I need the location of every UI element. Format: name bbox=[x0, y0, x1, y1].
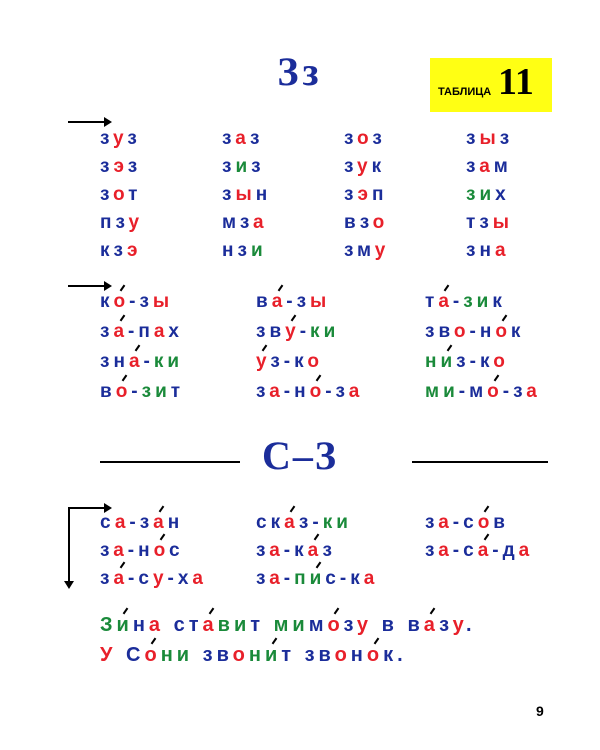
letter: ы bbox=[235, 184, 256, 205]
letter: т bbox=[425, 291, 439, 312]
word-item bbox=[425, 321, 524, 343]
letter: н bbox=[160, 644, 177, 666]
letter: з bbox=[456, 351, 470, 372]
letter: - bbox=[167, 568, 178, 589]
letter: - bbox=[128, 321, 139, 342]
letter: т bbox=[281, 644, 296, 666]
letter: - bbox=[283, 381, 295, 402]
letter: з bbox=[256, 381, 270, 402]
letter: з bbox=[202, 644, 217, 666]
letter: н bbox=[294, 381, 310, 402]
letter: о bbox=[327, 614, 344, 636]
letter: у bbox=[356, 156, 372, 177]
word-item bbox=[425, 291, 506, 313]
letter: з bbox=[113, 240, 127, 261]
letter: з bbox=[139, 512, 154, 533]
word-item bbox=[425, 540, 533, 562]
reading-direction-arrow-down bbox=[68, 507, 70, 587]
badge-number: 11 bbox=[498, 61, 534, 103]
letter: в bbox=[493, 512, 509, 533]
letter: з bbox=[256, 321, 270, 342]
letter: а bbox=[153, 321, 169, 342]
letter: з bbox=[139, 291, 153, 312]
letter: к bbox=[371, 156, 386, 177]
letter: з bbox=[100, 321, 114, 342]
letter: о bbox=[115, 381, 132, 402]
letter: к bbox=[294, 351, 308, 372]
letter: о bbox=[307, 351, 323, 372]
letter: а bbox=[423, 614, 440, 636]
letter: а bbox=[269, 381, 284, 402]
letter: н bbox=[425, 351, 441, 372]
syllable bbox=[100, 240, 141, 262]
letter: а bbox=[518, 540, 534, 561]
letter bbox=[295, 644, 305, 666]
letter: - bbox=[286, 291, 297, 312]
syllable bbox=[100, 184, 141, 206]
letter: а bbox=[479, 156, 494, 177]
word-item bbox=[100, 291, 173, 313]
letter: у bbox=[152, 568, 168, 589]
letter: з bbox=[100, 540, 114, 561]
subheading: С–З bbox=[262, 433, 338, 478]
letter: а bbox=[113, 568, 129, 589]
letter: к bbox=[350, 568, 364, 589]
word-item bbox=[256, 568, 378, 590]
letter: а bbox=[153, 512, 168, 533]
letter: у bbox=[256, 351, 271, 372]
letter: и bbox=[443, 381, 459, 402]
letter: а bbox=[128, 351, 144, 372]
letter: о bbox=[309, 381, 326, 402]
letter: - bbox=[129, 291, 140, 312]
syllable bbox=[344, 128, 386, 150]
letter: т bbox=[250, 614, 265, 636]
letter: з bbox=[425, 540, 439, 561]
letter: з bbox=[256, 568, 270, 589]
letter: а bbox=[114, 512, 130, 533]
letter: в bbox=[269, 321, 286, 342]
word-item bbox=[256, 512, 352, 534]
letter: м bbox=[469, 381, 488, 402]
letter: к bbox=[322, 512, 337, 533]
letter: а bbox=[363, 568, 379, 589]
letter: в bbox=[100, 381, 116, 402]
letter: с bbox=[138, 568, 153, 589]
letter: а bbox=[113, 321, 129, 342]
letter: и bbox=[264, 644, 282, 666]
letter: з bbox=[359, 212, 373, 233]
letter: и bbox=[323, 321, 340, 342]
letter: и bbox=[292, 614, 309, 636]
letter: н bbox=[113, 351, 129, 372]
letter: з bbox=[466, 240, 480, 261]
syllable bbox=[466, 240, 510, 262]
letter: в bbox=[318, 644, 335, 666]
syllable bbox=[222, 184, 271, 206]
letter: к bbox=[294, 540, 308, 561]
letter: з bbox=[296, 291, 311, 312]
letter: н bbox=[248, 644, 265, 666]
letter: х bbox=[495, 184, 510, 205]
letter: у bbox=[112, 128, 128, 149]
letter: м bbox=[493, 156, 512, 177]
letter: - bbox=[131, 381, 142, 402]
letter: с bbox=[173, 614, 189, 636]
letter: н bbox=[167, 512, 184, 533]
letter: - bbox=[469, 351, 480, 372]
letter: а bbox=[148, 614, 165, 636]
page-number: 9 bbox=[536, 703, 544, 719]
letter: в bbox=[381, 614, 398, 636]
letter: к bbox=[100, 291, 114, 312]
letter: - bbox=[502, 381, 514, 402]
letter: з bbox=[239, 212, 254, 233]
reading-direction-arrow bbox=[68, 121, 110, 123]
letter: а bbox=[269, 540, 284, 561]
letter: к bbox=[479, 351, 494, 372]
letter: а bbox=[438, 291, 453, 312]
letter: з bbox=[335, 381, 349, 402]
letter: ы bbox=[310, 291, 331, 312]
letter: о bbox=[356, 128, 373, 149]
letter: э bbox=[126, 240, 142, 261]
letter: з bbox=[100, 184, 113, 205]
letter: в bbox=[217, 614, 234, 636]
letter-heading: Зз bbox=[277, 49, 323, 94]
letter: з bbox=[270, 351, 284, 372]
letter: - bbox=[143, 351, 154, 372]
letter: з bbox=[127, 156, 142, 177]
letter: - bbox=[283, 351, 295, 372]
letter: и bbox=[440, 351, 457, 372]
letter: м bbox=[356, 240, 375, 261]
letter: с bbox=[325, 568, 340, 589]
word-item bbox=[425, 381, 541, 403]
letter: а bbox=[235, 128, 251, 149]
letter: з bbox=[100, 568, 114, 589]
letter: х bbox=[177, 568, 193, 589]
letter: у bbox=[128, 212, 144, 233]
letter: - bbox=[283, 540, 295, 561]
word-item bbox=[256, 540, 336, 562]
letter: з bbox=[141, 381, 156, 402]
word-item bbox=[100, 321, 183, 343]
letter: ы bbox=[492, 212, 513, 233]
letter: к bbox=[383, 644, 398, 666]
sentence bbox=[100, 644, 407, 667]
letter: с bbox=[168, 540, 184, 561]
letter: у bbox=[356, 614, 373, 636]
letter: т bbox=[188, 614, 203, 636]
syllable bbox=[344, 240, 389, 262]
letter: и bbox=[309, 568, 326, 589]
reading-direction-arrow bbox=[68, 285, 110, 287]
letter: - bbox=[283, 568, 295, 589]
word-item bbox=[425, 512, 509, 534]
letter: з bbox=[322, 540, 336, 561]
letter: з bbox=[499, 128, 514, 149]
letter: к bbox=[310, 321, 324, 342]
syllable bbox=[466, 128, 513, 150]
letter: З bbox=[100, 614, 117, 636]
letter: а bbox=[477, 540, 493, 561]
letter: з bbox=[466, 156, 480, 177]
letter: у bbox=[285, 321, 300, 342]
letter: ы bbox=[479, 128, 500, 149]
letter: и bbox=[250, 240, 267, 261]
letter: и bbox=[155, 381, 171, 402]
letter: и bbox=[336, 512, 352, 533]
syllable bbox=[466, 156, 512, 178]
letter: . bbox=[397, 644, 407, 666]
letter: а bbox=[348, 381, 364, 402]
syllable bbox=[344, 212, 388, 234]
word-item bbox=[425, 351, 509, 373]
letter bbox=[116, 644, 126, 666]
letter: С bbox=[126, 644, 145, 666]
letter: т bbox=[170, 381, 185, 402]
letter: з bbox=[343, 614, 357, 636]
letter: и bbox=[116, 614, 133, 636]
letter: о bbox=[372, 212, 389, 233]
syllable bbox=[222, 128, 263, 150]
reading-direction-arrow bbox=[68, 507, 110, 509]
letter: п bbox=[294, 568, 310, 589]
word-item bbox=[100, 568, 207, 590]
letter: - bbox=[128, 568, 139, 589]
letter: - bbox=[325, 381, 336, 402]
letter: о bbox=[232, 644, 249, 666]
letter: и bbox=[476, 291, 493, 312]
letter: и bbox=[479, 184, 496, 205]
letter: д bbox=[502, 540, 519, 561]
letter: о bbox=[477, 512, 494, 533]
letter: . bbox=[465, 614, 476, 636]
sentence bbox=[100, 614, 476, 637]
letter: н bbox=[350, 644, 367, 666]
letter: а bbox=[192, 568, 207, 589]
letter: з bbox=[479, 212, 493, 233]
letter: о bbox=[334, 644, 351, 666]
syllable bbox=[466, 212, 513, 234]
letter: а bbox=[284, 512, 299, 533]
letter: - bbox=[299, 321, 311, 342]
letter: п bbox=[138, 321, 154, 342]
letter: т bbox=[466, 212, 480, 233]
word-item bbox=[256, 321, 339, 343]
letter: - bbox=[452, 291, 464, 312]
letter: з bbox=[304, 644, 319, 666]
letter: с bbox=[463, 540, 478, 561]
letter: м bbox=[222, 212, 240, 233]
letter: н bbox=[479, 240, 495, 261]
letter: и bbox=[233, 614, 251, 636]
table-badge bbox=[430, 58, 552, 112]
word-item bbox=[256, 351, 323, 373]
letter: н bbox=[132, 614, 149, 636]
letter: к bbox=[153, 351, 168, 372]
letter: а bbox=[494, 240, 510, 261]
letter: з bbox=[425, 321, 439, 342]
letter: н bbox=[479, 321, 496, 342]
letter: а bbox=[271, 291, 287, 312]
letter: з bbox=[127, 128, 141, 149]
letter: в bbox=[438, 321, 454, 342]
letter: о bbox=[495, 321, 511, 342]
letter: и bbox=[176, 644, 194, 666]
letter: п bbox=[371, 184, 388, 205]
letter: о bbox=[453, 321, 470, 342]
letter: з bbox=[439, 614, 453, 636]
letter: з bbox=[256, 540, 270, 561]
letter: н bbox=[255, 184, 272, 205]
letter: с bbox=[463, 512, 478, 533]
letter: в bbox=[344, 212, 360, 233]
letter: в bbox=[407, 614, 424, 636]
syllable bbox=[100, 156, 141, 178]
word-item bbox=[256, 291, 330, 313]
letter: - bbox=[129, 512, 140, 533]
letter: н bbox=[138, 540, 154, 561]
letter: о bbox=[112, 184, 129, 205]
letter bbox=[193, 644, 203, 666]
letter: х bbox=[168, 321, 183, 342]
letter: - bbox=[312, 512, 323, 533]
letter: з bbox=[344, 128, 357, 149]
letter: - bbox=[339, 568, 351, 589]
syllable bbox=[344, 156, 385, 178]
letter: м bbox=[273, 614, 293, 636]
letter: з bbox=[298, 512, 313, 533]
syllable bbox=[466, 184, 510, 206]
letter: у bbox=[374, 240, 390, 261]
word-item bbox=[100, 381, 184, 403]
letter: з bbox=[100, 156, 114, 177]
letter: в bbox=[216, 644, 233, 666]
letter: а bbox=[113, 540, 128, 561]
letter: с bbox=[256, 512, 271, 533]
letter: з bbox=[222, 156, 236, 177]
word-item bbox=[100, 351, 183, 373]
letter: - bbox=[492, 540, 503, 561]
letter: з bbox=[466, 128, 480, 149]
letter: п bbox=[100, 212, 116, 233]
letter: о bbox=[144, 644, 161, 666]
divider-line-right bbox=[412, 461, 548, 463]
letter: а bbox=[202, 614, 218, 636]
syllable bbox=[100, 212, 143, 234]
letter: з bbox=[222, 128, 236, 149]
letter: э bbox=[357, 184, 372, 205]
badge-label: ТАБЛИЦА bbox=[438, 86, 492, 98]
letter bbox=[164, 614, 174, 636]
letter: з bbox=[115, 212, 129, 233]
letter: з bbox=[100, 351, 114, 372]
word-item bbox=[100, 540, 184, 562]
letter: У bbox=[100, 644, 117, 666]
word-item bbox=[100, 512, 183, 534]
letter: н bbox=[222, 240, 238, 261]
letter: а bbox=[438, 512, 453, 533]
letter bbox=[264, 614, 274, 636]
word-item bbox=[256, 381, 363, 403]
letter bbox=[372, 614, 382, 636]
letter: - bbox=[458, 381, 470, 402]
letter: э bbox=[113, 156, 128, 177]
letter: з bbox=[250, 128, 264, 149]
letter: о bbox=[493, 351, 509, 372]
syllable bbox=[344, 184, 387, 206]
letter: м bbox=[308, 614, 328, 636]
letter: з bbox=[372, 128, 386, 149]
letter: к bbox=[100, 240, 114, 261]
letter: з bbox=[344, 184, 358, 205]
letter: а bbox=[526, 381, 541, 402]
letter: з bbox=[513, 381, 527, 402]
letter: з bbox=[237, 240, 251, 261]
syllable bbox=[100, 128, 141, 150]
letter: к bbox=[270, 512, 285, 533]
letter: а bbox=[269, 568, 284, 589]
letter: и bbox=[167, 351, 184, 372]
letter: а bbox=[253, 212, 268, 233]
letter: з bbox=[425, 512, 439, 533]
letter: з bbox=[251, 156, 265, 177]
syllable bbox=[222, 240, 267, 262]
letter: з bbox=[100, 128, 113, 149]
syllable bbox=[222, 156, 265, 178]
letter: з bbox=[344, 156, 357, 177]
letter: з bbox=[344, 240, 357, 261]
letter: о bbox=[487, 381, 503, 402]
letter: а bbox=[438, 540, 453, 561]
letter: ы bbox=[152, 291, 174, 312]
letter: - bbox=[452, 512, 464, 533]
letter: о bbox=[113, 291, 130, 312]
letter: о bbox=[366, 644, 384, 666]
letter: с bbox=[100, 512, 115, 533]
letter: о bbox=[153, 540, 169, 561]
letter: а bbox=[307, 540, 323, 561]
letter: - bbox=[452, 540, 464, 561]
letter: м bbox=[425, 381, 444, 402]
letter: з bbox=[222, 184, 236, 205]
letter: в bbox=[256, 291, 272, 312]
letter: т bbox=[128, 184, 142, 205]
letter: з bbox=[463, 291, 477, 312]
letter: и bbox=[235, 156, 252, 177]
letter: к bbox=[492, 291, 506, 312]
syllable bbox=[222, 212, 268, 234]
letter: - bbox=[469, 321, 480, 342]
letter: к bbox=[510, 321, 525, 342]
letter: у bbox=[452, 614, 466, 636]
letter: з bbox=[466, 184, 480, 205]
letter: - bbox=[127, 540, 139, 561]
